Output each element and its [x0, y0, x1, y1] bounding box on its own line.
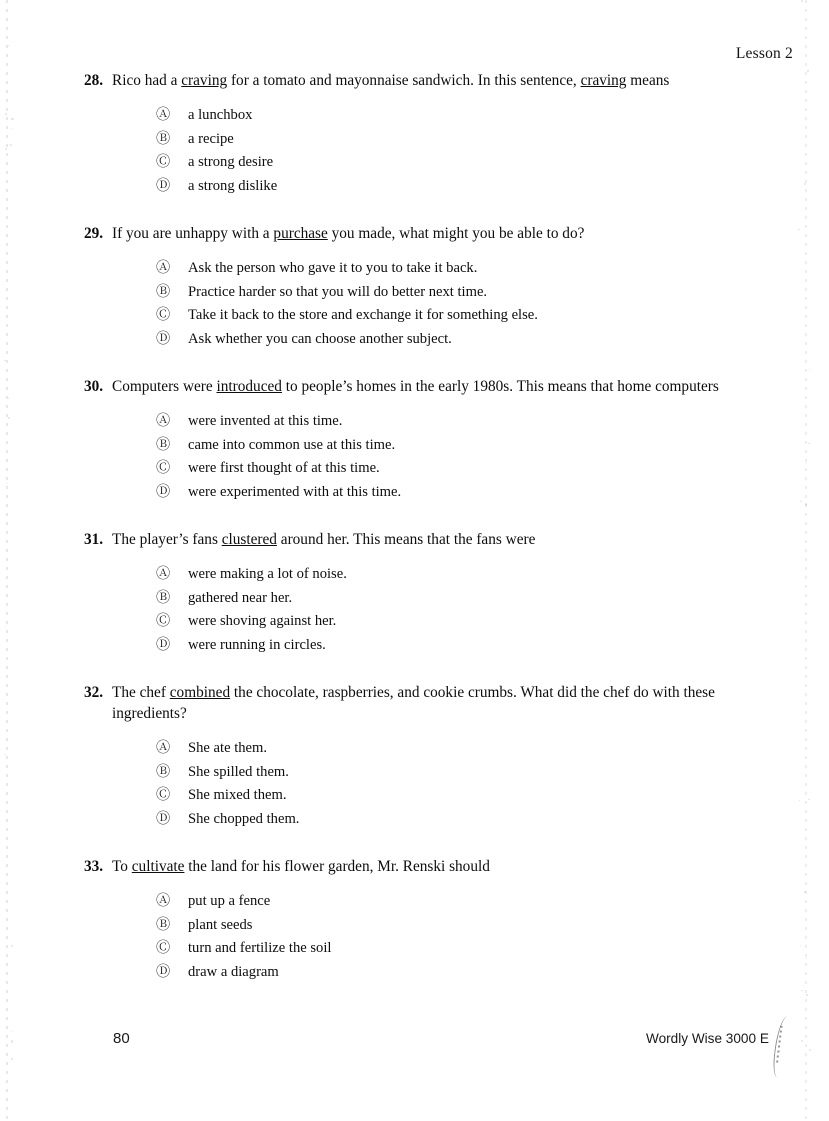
question-text	[112, 378, 719, 395]
option-letter-circle-icon[interactable]: Ⓑ	[156, 283, 171, 300]
question-stem-text-middle: for a tomato and mayonnaise sandwich. In this sentence,	[227, 72, 581, 89]
question-text	[112, 858, 490, 875]
option-label: She spilled them.	[188, 763, 289, 780]
option-letter-circle-icon[interactable]: Ⓑ	[156, 916, 171, 933]
answer-option[interactable]	[0, 434, 829, 458]
question-number: 32.	[84, 684, 104, 701]
vocabulary-word: combined	[169, 684, 231, 701]
option-label: were first thought of at this time.	[188, 460, 380, 476]
answer-options	[0, 563, 829, 657]
option-letter-circle-icon[interactable]: Ⓑ	[156, 130, 171, 147]
question-stem	[0, 223, 829, 244]
scan-speck-artifact	[801, 0, 803, 2]
option-label: a strong dislike	[188, 177, 278, 194]
question-number: 31.	[84, 531, 104, 548]
vocabulary-word: purchase	[273, 225, 328, 242]
option-label: a lunchbox	[188, 107, 253, 123]
question-stem-text-after: the land for his flower garden, Mr. Renski should	[184, 858, 490, 875]
scan-speck-artifact	[11, 118, 13, 120]
option-label: plant seeds	[188, 916, 253, 933]
option-letter-circle-icon[interactable]: Ⓓ	[156, 810, 171, 827]
question-text	[112, 531, 535, 548]
option-letter-circle-icon[interactable]: Ⓒ	[156, 940, 171, 956]
scan-speck-artifact	[809, 1049, 811, 1051]
answer-option[interactable]	[0, 175, 829, 199]
answer-option[interactable]	[0, 634, 829, 658]
question-item	[0, 223, 829, 351]
question-stem-text-after: around her. This means that the fans were	[276, 531, 536, 548]
question-stem-text-before: Computers were	[112, 378, 217, 395]
vocabulary-word: introduced	[216, 378, 282, 395]
question-item	[0, 529, 829, 657]
answer-option[interactable]	[0, 587, 829, 611]
answer-options	[0, 737, 829, 831]
question-text	[112, 72, 669, 89]
option-label: were invented at this time.	[188, 413, 343, 429]
question-number: 28.	[84, 72, 104, 89]
option-letter-circle-icon[interactable]: Ⓒ	[156, 307, 171, 323]
question-item	[0, 376, 829, 504]
question-text	[112, 225, 584, 242]
question-stem-text-after: means	[626, 72, 670, 89]
option-label: Ask the person who gave it to you to take it back.	[188, 260, 478, 276]
scan-speck-artifact	[11, 1058, 13, 1060]
scan-speck-artifact	[10, 144, 12, 146]
question-number: 30.	[84, 378, 104, 395]
answer-option[interactable]	[0, 784, 829, 808]
scan-speck-artifact	[801, 1040, 803, 1042]
answer-option[interactable]	[0, 257, 829, 281]
answer-option[interactable]	[0, 737, 829, 761]
footer-book-title: Wordly Wise 3000 E	[646, 1031, 769, 1046]
scan-speck-artifact	[804, 891, 806, 893]
answer-option[interactable]	[0, 914, 829, 938]
option-label: were experimented with at this time.	[188, 483, 402, 500]
scan-speck-artifact	[806, 463, 807, 464]
option-letter-circle-icon[interactable]: Ⓓ	[156, 483, 171, 500]
option-letter-circle-icon[interactable]: Ⓐ	[156, 566, 171, 582]
vocabulary-word: cultivate	[131, 858, 185, 875]
option-letter-circle-icon[interactable]: Ⓐ	[156, 260, 171, 276]
question-stem	[0, 529, 829, 550]
vocabulary-word-second: craving	[580, 72, 627, 89]
option-letter-circle-icon[interactable]: Ⓒ	[156, 154, 171, 170]
option-letter-circle-icon[interactable]: Ⓒ	[156, 787, 171, 803]
answer-option[interactable]	[0, 761, 829, 785]
question-item	[0, 70, 829, 198]
question-stem-text-after: you made, what might you be able to do?	[327, 225, 585, 242]
question-stem	[0, 856, 829, 877]
scan-speck-artifact	[807, 70, 809, 72]
option-label: She chopped them.	[188, 810, 300, 827]
option-letter-circle-icon[interactable]: Ⓐ	[156, 413, 171, 429]
answer-option[interactable]	[0, 151, 829, 175]
option-label: were running in circles.	[188, 636, 326, 653]
footer-page-number: 80	[113, 1030, 130, 1047]
answer-options	[0, 257, 829, 351]
option-label: She ate them.	[188, 740, 268, 756]
scan-speck-artifact	[8, 45, 9, 46]
option-letter-circle-icon[interactable]: Ⓓ	[156, 330, 171, 347]
option-label: a recipe	[188, 130, 234, 147]
scan-speck-artifact	[8, 417, 10, 419]
answer-option[interactable]	[0, 304, 829, 328]
answer-option[interactable]	[0, 410, 829, 434]
answer-options	[0, 890, 829, 984]
option-letter-circle-icon[interactable]: Ⓒ	[156, 613, 171, 629]
answer-option[interactable]	[0, 457, 829, 481]
scan-speck-artifact	[5, 113, 7, 115]
option-letter-circle-icon[interactable]: Ⓓ	[156, 177, 171, 194]
answer-options	[0, 104, 829, 198]
option-letter-circle-icon[interactable]: Ⓐ	[156, 893, 171, 909]
scan-speck-artifact	[801, 990, 802, 991]
question-item	[0, 682, 829, 831]
question-stem	[0, 70, 829, 91]
option-letter-circle-icon[interactable]: Ⓑ	[156, 763, 171, 780]
scan-speck-artifact	[11, 945, 13, 947]
answer-option[interactable]	[0, 128, 829, 152]
question-item	[0, 856, 829, 984]
question-stem	[0, 376, 829, 397]
question-stem-text-after: the chocolate, raspberries, and cookie crumbs. What did the chef do with these ingredients?	[112, 684, 715, 722]
answer-option[interactable]	[0, 961, 829, 985]
question-list	[0, 70, 829, 1009]
scan-speck-artifact	[805, 503, 807, 505]
question-stem-text-before: To	[112, 858, 132, 875]
lesson-header: Lesson 2	[735, 45, 793, 62]
option-label: were making a lot of noise.	[188, 566, 347, 582]
question-stem-text-before: Rico had a	[112, 72, 182, 89]
scan-speck-artifact	[12, 1031, 13, 1032]
question-stem-text-before: The chef	[112, 684, 170, 701]
question-stem	[0, 682, 829, 724]
option-label: Practice harder so that you will do better next time.	[188, 283, 488, 300]
option-letter-circle-icon[interactable]: Ⓐ	[156, 107, 171, 123]
answer-option[interactable]	[0, 890, 829, 914]
question-number: 29.	[84, 225, 104, 242]
scan-speck-artifact	[800, 501, 801, 502]
option-label: gathered near her.	[188, 589, 293, 606]
option-letter-circle-icon[interactable]: Ⓑ	[156, 436, 171, 453]
option-letter-circle-icon[interactable]: Ⓒ	[156, 460, 171, 476]
question-text	[112, 684, 715, 722]
option-label: put up a fence	[188, 893, 271, 909]
answer-option[interactable]	[0, 281, 829, 305]
option-label: were shoving against her.	[188, 613, 337, 629]
answer-option[interactable]	[0, 937, 829, 961]
scan-speck-artifact	[809, 369, 810, 370]
option-letter-circle-icon[interactable]: Ⓐ	[156, 740, 171, 756]
option-label: a strong desire	[188, 154, 274, 170]
question-number: 33.	[84, 858, 104, 875]
option-label: Ask whether you can choose another subject.	[188, 330, 452, 347]
answer-option[interactable]	[0, 328, 829, 352]
option-label: She mixed them.	[188, 787, 287, 803]
vocabulary-word: craving	[181, 72, 228, 89]
vocabulary-word: clustered	[221, 531, 277, 548]
option-letter-circle-icon[interactable]: Ⓓ	[156, 636, 171, 653]
answer-option[interactable]	[0, 610, 829, 634]
option-label: turn and fertilize the soil	[188, 940, 332, 956]
question-stem-text-before: If you are unhappy with a	[112, 225, 274, 242]
answer-option[interactable]	[0, 563, 829, 587]
option-letter-circle-icon[interactable]: Ⓑ	[156, 589, 171, 606]
answer-option[interactable]	[0, 481, 829, 505]
scan-speck-artifact	[11, 1040, 13, 1042]
scan-speck-artifact	[8, 398, 9, 399]
option-label: Take it back to the store and exchange it for something else.	[188, 307, 538, 323]
option-letter-circle-icon[interactable]: Ⓓ	[156, 963, 171, 980]
question-stem-text-before: The player’s fans	[112, 531, 222, 548]
question-stem-text-after: to people’s homes in the early 1980s. This means that home computers	[281, 378, 719, 395]
option-label: came into common use at this time.	[188, 436, 396, 453]
option-label: draw a diagram	[188, 963, 279, 980]
answer-option[interactable]	[0, 104, 829, 128]
page-edge-curl-artifact	[771, 1015, 793, 1078]
scan-speck-artifact	[806, 994, 808, 996]
scan-speck-artifact	[799, 800, 800, 801]
answer-options	[0, 410, 829, 504]
answer-option[interactable]	[0, 808, 829, 832]
